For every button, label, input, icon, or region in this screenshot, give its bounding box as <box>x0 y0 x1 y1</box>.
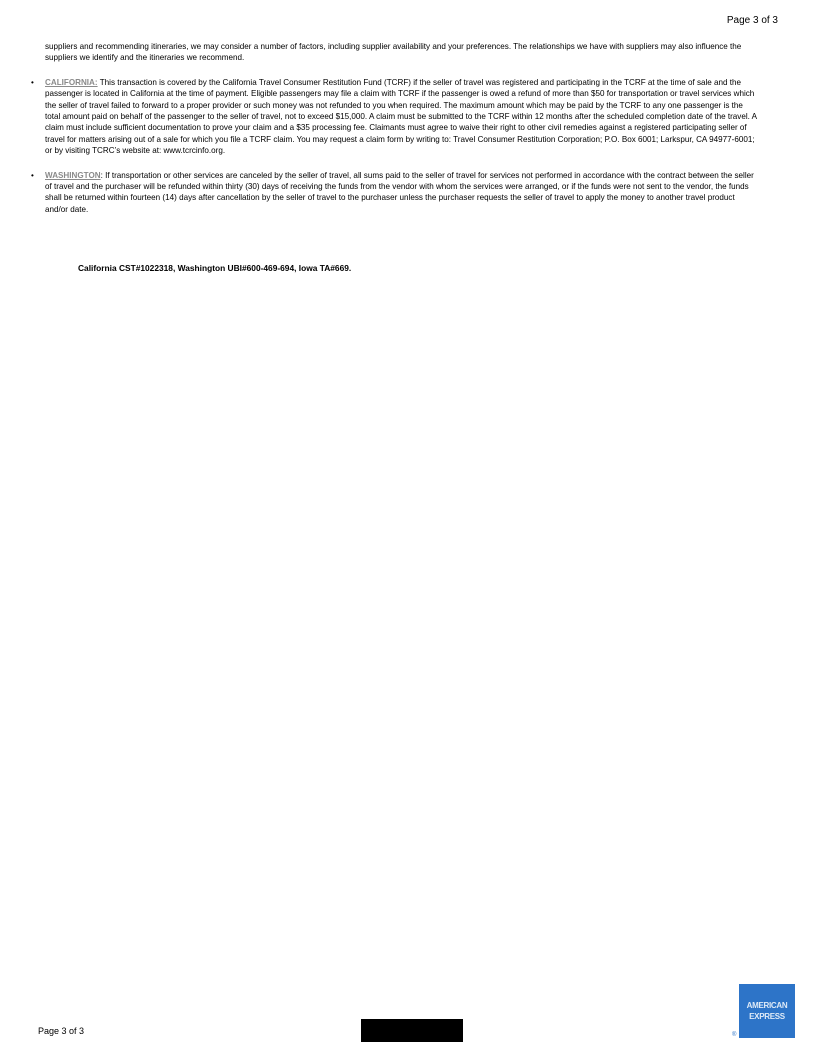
amex-logo <box>739 984 795 1038</box>
intro-paragraph: suppliers and recommending itineraries, we may consider a number of factors, including supplier availability and your preferences. The relationships we have with suppliers may also influence the suppliers we identify and the itineraries we recommend. <box>45 42 742 63</box>
section-heading-washington: WASHINGTON <box>45 170 101 180</box>
bullet-marker: • <box>31 170 34 180</box>
section-heading-california: CALIFORNIA: <box>45 77 98 87</box>
bullet-marker: • <box>31 77 34 87</box>
document-body <box>31 41 757 228</box>
logo-line-1: AMERICAN <box>746 1001 788 1010</box>
section-text-washington: : If transportation or other services are canceled by the seller of travel, all sums paid to the seller of travel for services not performed in accordance with the contract between the seller of travel and the purchaser will be refunded within thirty (30) days of receiving the funds from the vendor with whom the services were arranged, or if the funds were not sent to the vendor, the funds shall be returned within fourteen (14) days after cancellation by the seller of travel to the purchaser unless the purchaser requests the seller of travel to apply the money to another travel product and/or date. <box>45 170 754 214</box>
section-washington <box>31 170 757 216</box>
section-text-california: This transaction is covered by the California Travel Consumer Restitution Fund (TCRF) if the seller of travel was registered and participating in the TCRF at the time of sale and the passenger is located in California at the time of payment. Eligible passengers may file a claim with TCRF if the passenger is owed a refund of more than $50 for transportation or travel services which the seller of travel failed to forward to a proper provider or such money was not refunded to you when required. The maximum amount which may be paid by the TCRF to any one passenger is the total amount paid on behalf of the passenger to the seller of travel, not to exceed $15,000. A claim must be submitted to the TCRF within 12 months after the scheduled completion date of the travel. A claim must include sufficient documentation to prove your claim and a $35 processing fee. Claimants must agree to waive their right to other civil remedies against a registered participating seller of travel for matters arising out of a sale for which you file a TCRF claim. You may request a claim form by writing to: Travel Consumer Restitution Corporation; P.O. Box 6001; Larkspur, CA 94977-6001; or by visiting TCRC’s website at: www.tcrcinfo.org. <box>45 77 757 156</box>
section-california <box>31 77 757 157</box>
logo-line-2: EXPRESS <box>749 1012 785 1021</box>
header-page-number: Page 3 of 3 <box>726 15 778 26</box>
license-numbers: California CST#1022318, Washington UBI#600-469-694, Iowa TA#669. <box>78 263 352 273</box>
registered-mark: ® <box>732 1032 737 1038</box>
redaction-bar <box>361 1019 463 1042</box>
footer-page-number: Page 3 of 3 <box>38 1026 85 1036</box>
